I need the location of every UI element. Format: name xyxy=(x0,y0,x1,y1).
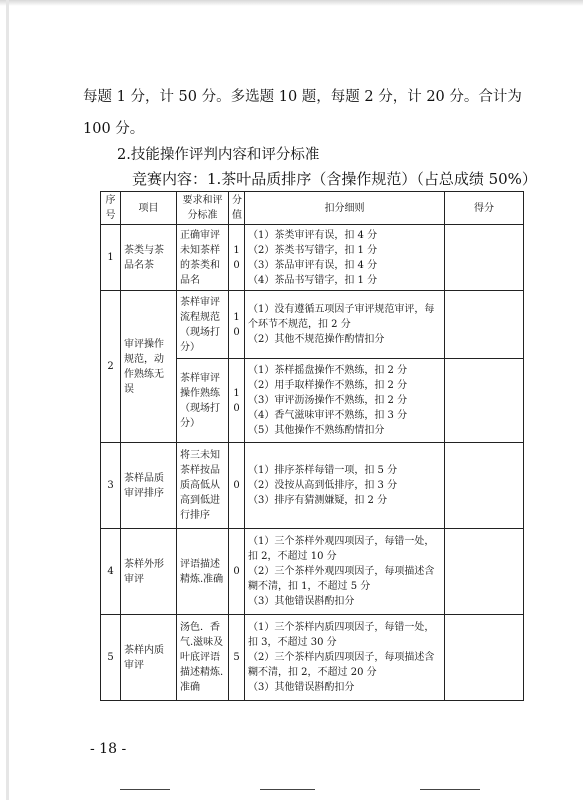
row-score: 5 xyxy=(229,615,245,701)
deduction-item: （3）其他错误斟酌扣分 xyxy=(248,596,355,607)
score-blank-cell[interactable] xyxy=(445,529,524,615)
binding-margin xyxy=(6,0,9,800)
score-blank-cell[interactable] xyxy=(445,291,524,359)
scan-edge xyxy=(0,0,583,6)
row-item: 茶样外形审评 xyxy=(121,529,177,615)
table-header-row xyxy=(101,192,524,225)
footer-rule xyxy=(260,789,315,790)
row-score: 10 xyxy=(229,225,245,291)
contest-heading: 竞赛内容：1.茶叶品质排序（含操作规范）（占总成绩 50%） xyxy=(132,170,537,188)
header-index: 序号 xyxy=(101,192,121,225)
row-requirement: 茶样审评流程规范（现场打分） xyxy=(177,291,229,359)
page-number: - 18 - xyxy=(90,741,127,757)
deduction-item: （2）三个茶样外观四项因子，每项描述含糊不清，扣 1，不超过 5 分 xyxy=(248,566,435,592)
deduction-item: （1）排序茶样每错一项，扣 5 分 xyxy=(248,465,398,476)
deduction-item: （4）茶品书写错字，扣 1 分 xyxy=(248,274,378,286)
score-blank-cell[interactable] xyxy=(445,225,524,291)
footer-rule xyxy=(420,789,480,790)
score-blank-cell[interactable] xyxy=(445,359,524,443)
row-deductions xyxy=(245,615,445,701)
row-requirement: 正确审评未知茶样的茶类和品名 xyxy=(177,225,229,291)
footer-rule xyxy=(120,789,170,790)
row-score: 0 xyxy=(229,443,245,529)
table-row xyxy=(101,291,524,359)
row-item: 审评操作规范，动作熟练无误 xyxy=(121,291,177,443)
score-blank-cell[interactable] xyxy=(445,615,524,701)
table-row xyxy=(101,443,524,529)
table-row xyxy=(101,615,524,701)
row-score: 10 xyxy=(229,359,245,443)
row-deductions xyxy=(245,443,445,529)
row-index: 1 xyxy=(101,225,121,291)
row-score: 0 xyxy=(229,529,245,615)
row-index: 2 xyxy=(101,291,121,443)
row-requirement: 茶样审评操作熟练（现场打分） xyxy=(177,359,229,443)
deduction-item: （2）用手取样操作不熟练，扣 2 分 xyxy=(248,380,408,391)
header-score: 分值 xyxy=(229,192,245,225)
deduction-item: （3）审评沥汤操作不熟练，扣 2 分 xyxy=(248,395,408,406)
scoring-table xyxy=(100,191,524,701)
row-deductions xyxy=(245,291,445,359)
header-item: 项目 xyxy=(121,192,177,225)
deduction-item: （1）三个茶样外观四项因子，每错一处，扣 2，不超过 10 分 xyxy=(248,536,435,562)
deduction-item: （1）茶类审评有误，扣 4 分 xyxy=(248,229,378,241)
table-row xyxy=(101,225,524,291)
deduction-item: （4）香气滋味审评不熟练，扣 3 分 xyxy=(248,410,408,421)
deduction-item: （1）茶样摇盘操作不熟练，扣 2 分 xyxy=(248,365,408,376)
row-requirement: 将三未知茶样按品质高低从高到低进行排序 xyxy=(177,443,229,529)
intro-line-1: 每题 1 分，计 50 分。多选题 10 题，每题 2 分，计 20 分。合计为 xyxy=(83,89,522,105)
deduction-item: （1）三个茶样内质四项因子，每错一处，扣 3，不超过 30 分 xyxy=(248,622,435,648)
row-deductions xyxy=(245,225,445,291)
deduction-item: （3）排序有猜测嫌疑，扣 2 分 xyxy=(248,495,388,506)
deduction-item: （1）没有遵循五项因子审评规范审评，每个环节不规范，扣 2 分 xyxy=(248,304,435,330)
section-heading: 2.技能操作评判内容和评分标准 xyxy=(117,147,320,163)
row-requirement: 评语描述精炼.准确 xyxy=(177,529,229,615)
deduction-item: （5）其他操作不熟练酌情扣分 xyxy=(248,425,385,436)
deduction-item: （2）没按从高到低排序，扣 3 分 xyxy=(248,480,398,491)
intro-line-2: 100 分。 xyxy=(83,121,145,137)
row-item: 茶样内质审评 xyxy=(121,615,177,701)
deduction-item: （2）三个茶样内质四项因子，每项描述含糊不清，扣 2，不超过 20 分 xyxy=(248,652,435,678)
table-row xyxy=(101,529,524,615)
header-result: 得分 xyxy=(445,192,524,225)
row-item: 茶类与茶品名茶 xyxy=(121,225,177,291)
row-index: 4 xyxy=(101,529,121,615)
row-deductions xyxy=(245,359,445,443)
row-index: 3 xyxy=(101,443,121,529)
deduction-item: （2）茶类书写错字，扣 1 分 xyxy=(248,244,378,256)
deduction-item: （3）茶品审评有误，扣 4 分 xyxy=(248,259,378,271)
row-requirement: 汤色．香气.滋味及叶底评语描述精炼.准确 xyxy=(177,615,229,701)
score-blank-cell[interactable] xyxy=(445,443,524,529)
row-index: 5 xyxy=(101,615,121,701)
deduction-item: （2）其他不规范操作酌情扣分 xyxy=(248,334,385,345)
row-deductions xyxy=(245,529,445,615)
row-score: 10 xyxy=(229,291,245,359)
header-requirement: 要求和评分标准 xyxy=(177,192,229,225)
deduction-item: （3）其他错误斟酌扣分 xyxy=(248,682,355,693)
row-item: 茶样品质审评排序 xyxy=(121,443,177,529)
header-deduction: 扣分细则 xyxy=(245,192,445,225)
